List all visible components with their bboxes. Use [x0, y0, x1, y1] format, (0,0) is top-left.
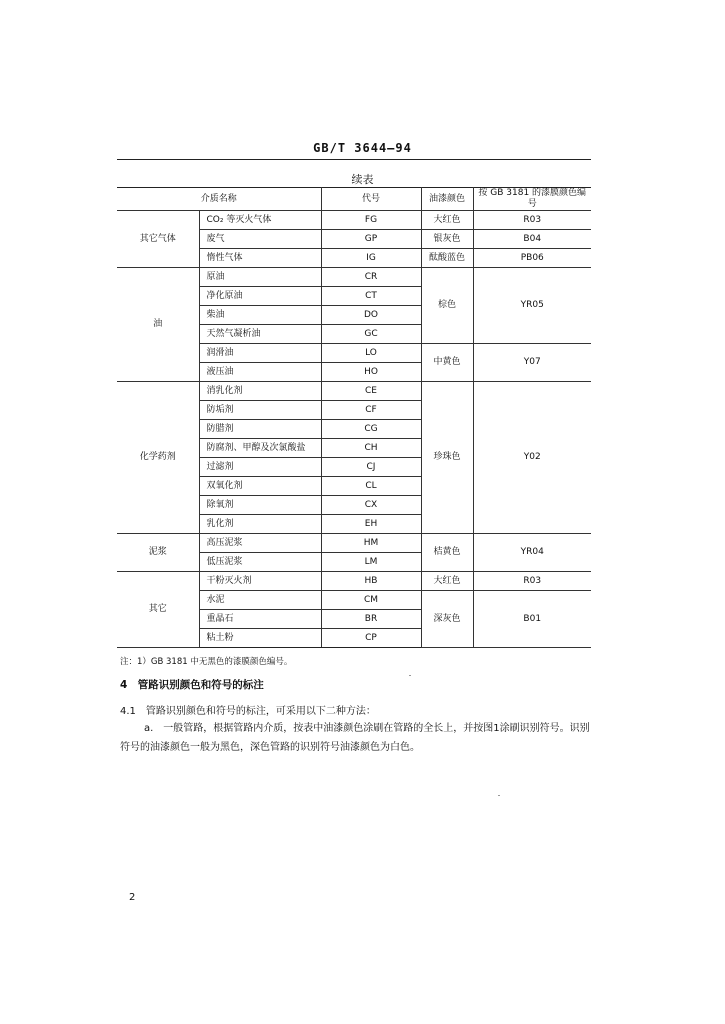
medium-code: HB [321, 572, 421, 591]
color-number: R03 [473, 572, 591, 591]
table-row [117, 382, 591, 401]
continued-title: 续表 [351, 173, 374, 186]
category-cell: 其它气体 [117, 211, 199, 268]
medium-code: CF [321, 401, 421, 420]
medium-name: 高压泥浆 [199, 534, 321, 553]
medium-code: CE [321, 382, 421, 401]
medium-code: IG [321, 249, 421, 268]
header-gb3181-number: 按 GB 3181 的漆膜颜色编号 [473, 188, 591, 211]
header-paint-color: 油漆颜色 [421, 188, 473, 211]
medium-code: LO [321, 344, 421, 363]
color-number: Y02 [473, 382, 591, 534]
medium-name: 除氧剂 [199, 496, 321, 515]
section-4-heading: 4 管路识别颜色和符号的标注 [120, 679, 264, 691]
medium-name: 防垢剂 [199, 401, 321, 420]
medium-name: 原油 [199, 268, 321, 287]
medium-name: 水泥 [199, 591, 321, 610]
header-medium: 介质名称 [117, 188, 321, 211]
paint-color: 深灰色 [421, 591, 473, 648]
medium-code: EH [321, 515, 421, 534]
medium-code: GP [321, 230, 421, 249]
paint-color: 大红色 [421, 211, 473, 230]
medium-name: 粘土粉 [199, 629, 321, 648]
medium-name: 干粉灭火剂 [199, 572, 321, 591]
medium-code: HM [321, 534, 421, 553]
table-row [117, 534, 591, 553]
medium-name: 过滤剂 [199, 458, 321, 477]
paint-color: 银灰色 [421, 230, 473, 249]
paint-color: 中黄色 [421, 344, 473, 382]
table-row [117, 572, 591, 591]
scan-speck [498, 795, 500, 796]
color-number: PB06 [473, 249, 591, 268]
medium-name: 润滑油 [199, 344, 321, 363]
clause-a-paragraph: a. 一般管路，根据管路内介质，按表中油漆颜色涂刷在管路的全长上，并按图1涂刷识别符号。识别符号的油漆颜色一般为黑色，深色管路的识别符号油漆颜色为白色。 [120, 723, 590, 753]
paint-color: 棕色 [421, 268, 473, 344]
table-row [117, 268, 591, 287]
medium-code: BR [321, 610, 421, 629]
category-cell: 油 [117, 268, 199, 382]
medium-code: LM [321, 553, 421, 572]
paint-color: 桔黄色 [421, 534, 473, 572]
medium-name: 天然气凝析油 [199, 325, 321, 344]
category-cell: 其它 [117, 572, 199, 648]
page-number: 2 [129, 892, 136, 903]
medium-name: 惰性气体 [199, 249, 321, 268]
medium-name: 防腐剂、甲醇及次氯酸盐 [199, 439, 321, 458]
paint-color: 珍珠色 [421, 382, 473, 534]
color-number: B01 [473, 591, 591, 648]
table-row [117, 211, 591, 230]
scan-speck [409, 675, 411, 676]
medium-code: CM [321, 591, 421, 610]
header-rule [117, 159, 591, 160]
medium-code: CT [321, 287, 421, 306]
medium-code: CL [321, 477, 421, 496]
medium-code: GC [321, 325, 421, 344]
color-number: B04 [473, 230, 591, 249]
medium-code: HO [321, 363, 421, 382]
color-number: R03 [473, 211, 591, 230]
category-cell: 化学药剂 [117, 382, 199, 534]
medium-name: 低压泥浆 [199, 553, 321, 572]
medium-name: 液压油 [199, 363, 321, 382]
medium-code: CR [321, 268, 421, 287]
medium-name: 乳化剂 [199, 515, 321, 534]
medium-name: 重晶石 [199, 610, 321, 629]
table-header-row [117, 188, 591, 211]
category-cell: 泥浆 [117, 534, 199, 572]
medium-name: 防腊剂 [199, 420, 321, 439]
page-header: GB/T 3644—94 [313, 141, 412, 155]
medium-name: 双氧化剂 [199, 477, 321, 496]
medium-code: FG [321, 211, 421, 230]
medium-code: CH [321, 439, 421, 458]
color-number: YR04 [473, 534, 591, 572]
clause-4-1: 4.1 管路识别颜色和符号的标注，可采用以下二种方法： [120, 706, 376, 717]
paint-color: 大红色 [421, 572, 473, 591]
medium-code: CP [321, 629, 421, 648]
medium-name: CO₂ 等灭火气体 [199, 211, 321, 230]
medium-code: CG [321, 420, 421, 439]
color-number: Y07 [473, 344, 591, 382]
color-number: YR05 [473, 268, 591, 344]
medium-name: 净化原油 [199, 287, 321, 306]
medium-name: 消乳化剂 [199, 382, 321, 401]
medium-color-table [117, 187, 591, 648]
paint-color: 酞酸蓝色 [421, 249, 473, 268]
medium-code: CJ [321, 458, 421, 477]
table-footnote: 注：1）GB 3181 中无黑色的漆膜颜色编号。 [120, 657, 293, 667]
medium-code: DO [321, 306, 421, 325]
medium-name: 柴油 [199, 306, 321, 325]
header-code: 代号 [321, 188, 421, 211]
medium-name: 废气 [199, 230, 321, 249]
medium-code: CX [321, 496, 421, 515]
